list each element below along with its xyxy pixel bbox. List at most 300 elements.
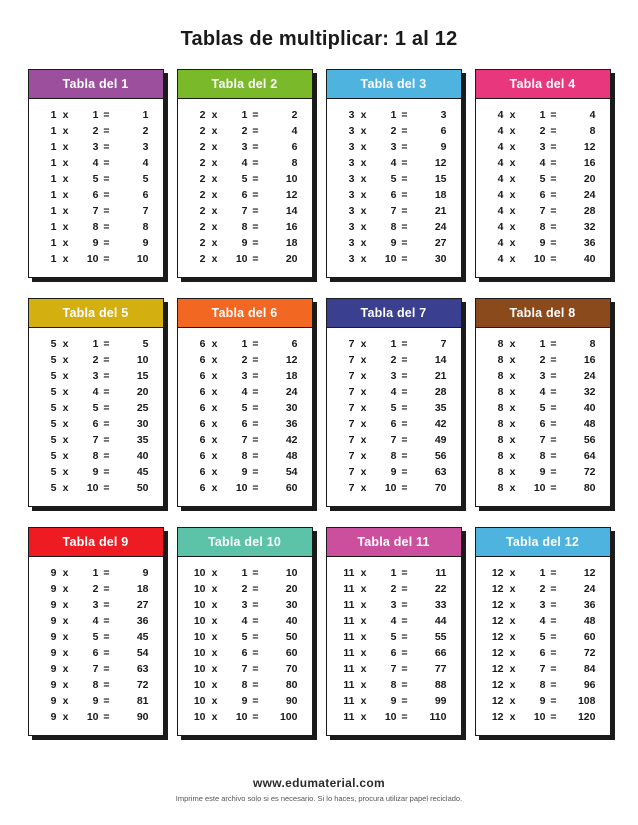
factor-b: 7 — [92, 205, 99, 217]
factor-b: 2 — [92, 583, 99, 595]
factor-a: 6 — [199, 434, 206, 446]
table-row — [184, 235, 306, 251]
equals-symbol: = — [252, 711, 259, 723]
factor-a: 10 — [193, 679, 206, 691]
table-row — [333, 464, 455, 480]
factor-a: 2 — [199, 141, 206, 153]
factor-b: 9 — [92, 237, 99, 249]
operator-symbol: x — [62, 450, 69, 462]
operator-symbol: x — [62, 647, 69, 659]
card-inner — [177, 527, 313, 736]
product-value: 84 — [583, 663, 596, 675]
product-value: 42 — [285, 434, 298, 446]
factor-b: 5 — [92, 173, 99, 185]
equals-symbol: = — [401, 615, 408, 627]
table-header: Tabla del 1 — [29, 70, 163, 99]
factor-b: 8 — [92, 450, 99, 462]
factor-a: 12 — [491, 647, 504, 659]
factor-b: 9 — [539, 466, 546, 478]
product-value: 20 — [285, 583, 298, 595]
product-value: 48 — [583, 418, 596, 430]
equals-symbol: = — [252, 125, 259, 137]
operator-symbol: x — [360, 679, 367, 691]
factor-b: 10 — [533, 711, 546, 723]
product-value: 45 — [136, 466, 149, 478]
operator-symbol: x — [211, 418, 218, 430]
operator-symbol: x — [62, 370, 69, 382]
equals-symbol: = — [103, 567, 110, 579]
product-value: 88 — [434, 679, 447, 691]
factor-a: 2 — [199, 221, 206, 233]
product-value: 3 — [440, 109, 447, 121]
operator-symbol: x — [62, 253, 69, 265]
table-row — [184, 203, 306, 219]
table-row — [184, 336, 306, 352]
operator-symbol: x — [211, 189, 218, 201]
table-row — [482, 432, 604, 448]
factor-b: 3 — [390, 141, 397, 153]
table-row — [35, 661, 157, 677]
product-value: 27 — [434, 237, 447, 249]
table-row — [333, 693, 455, 709]
table-body — [178, 99, 312, 277]
operator-symbol: x — [211, 173, 218, 185]
factor-a: 3 — [348, 205, 355, 217]
factor-a: 11 — [343, 631, 355, 643]
factor-a: 6 — [199, 354, 206, 366]
factor-a: 4 — [497, 157, 504, 169]
equals-symbol: = — [401, 450, 408, 462]
equals-symbol: = — [252, 370, 259, 382]
operator-symbol: x — [360, 157, 367, 169]
factor-a: 8 — [497, 338, 504, 350]
product-value: 12 — [434, 157, 447, 169]
table-body — [178, 557, 312, 735]
product-value: 16 — [583, 157, 596, 169]
product-value: 12 — [583, 567, 596, 579]
table-row — [184, 171, 306, 187]
operator-symbol: x — [62, 157, 69, 169]
factor-b: 7 — [539, 663, 546, 675]
table-row — [184, 384, 306, 400]
factor-a: 6 — [199, 418, 206, 430]
product-value: 27 — [136, 599, 149, 611]
operator-symbol: x — [62, 663, 69, 675]
operator-symbol: x — [62, 711, 69, 723]
operator-symbol: x — [62, 695, 69, 707]
operator-symbol: x — [509, 205, 516, 217]
factor-a: 2 — [199, 189, 206, 201]
factor-a: 9 — [50, 583, 57, 595]
product-value: 11 — [435, 567, 447, 579]
factor-b: 3 — [241, 141, 248, 153]
table-row — [333, 661, 455, 677]
factor-b: 9 — [539, 237, 546, 249]
operator-symbol: x — [360, 711, 367, 723]
factor-a: 11 — [343, 663, 355, 675]
factor-a: 6 — [199, 402, 206, 414]
equals-symbol: = — [401, 189, 408, 201]
operator-symbol: x — [211, 253, 218, 265]
factor-b: 8 — [539, 221, 546, 233]
factor-b: 9 — [92, 466, 99, 478]
table-row — [35, 629, 157, 645]
factor-a: 11 — [343, 615, 355, 627]
factor-a: 3 — [348, 253, 355, 265]
table-row — [184, 565, 306, 581]
table-row — [482, 693, 604, 709]
product-value: 44 — [434, 615, 447, 627]
factor-b: 3 — [539, 141, 546, 153]
factor-b: 2 — [241, 125, 248, 137]
product-value: 21 — [434, 370, 447, 382]
factor-b: 9 — [241, 466, 248, 478]
factor-b: 10 — [384, 482, 397, 494]
equals-symbol: = — [401, 221, 408, 233]
equals-symbol: = — [252, 338, 259, 350]
product-value: 20 — [583, 173, 596, 185]
table-body — [29, 328, 163, 506]
table-row — [482, 565, 604, 581]
factor-a: 5 — [50, 450, 57, 462]
table-row — [35, 480, 157, 496]
factor-b: 1 — [241, 567, 248, 579]
operator-symbol: x — [62, 418, 69, 430]
factor-a: 10 — [193, 695, 206, 707]
factor-b: 9 — [92, 695, 99, 707]
equals-symbol: = — [252, 354, 259, 366]
product-value: 2 — [291, 109, 298, 121]
table-row — [333, 480, 455, 496]
table-card — [28, 527, 164, 736]
table-header: Tabla del 2 — [178, 70, 312, 99]
operator-symbol: x — [509, 221, 516, 233]
factor-a: 11 — [343, 599, 355, 611]
factor-a: 8 — [497, 450, 504, 462]
equals-symbol: = — [401, 679, 408, 691]
factor-a: 3 — [348, 125, 355, 137]
equals-symbol: = — [401, 125, 408, 137]
product-value: 10 — [136, 253, 149, 265]
table-row — [333, 448, 455, 464]
factor-a: 10 — [193, 711, 206, 723]
product-value: 1 — [142, 109, 149, 121]
factor-a: 4 — [497, 125, 504, 137]
equals-symbol: = — [550, 109, 557, 121]
operator-symbol: x — [360, 450, 367, 462]
operator-symbol: x — [62, 205, 69, 217]
factor-a: 8 — [497, 354, 504, 366]
equals-symbol: = — [401, 647, 408, 659]
equals-symbol: = — [550, 583, 557, 595]
operator-symbol: x — [360, 370, 367, 382]
factor-a: 4 — [497, 109, 504, 121]
operator-symbol: x — [62, 615, 69, 627]
equals-symbol: = — [103, 338, 110, 350]
factor-a: 8 — [497, 418, 504, 430]
table-row — [333, 107, 455, 123]
factor-a: 4 — [497, 253, 504, 265]
product-value: 32 — [583, 386, 596, 398]
factor-a: 8 — [497, 402, 504, 414]
factor-b: 5 — [92, 631, 99, 643]
product-value: 72 — [583, 647, 596, 659]
operator-symbol: x — [62, 434, 69, 446]
table-row — [333, 677, 455, 693]
table-card — [475, 527, 611, 736]
table-row — [333, 629, 455, 645]
factor-a: 10 — [193, 567, 206, 579]
table-row — [35, 400, 157, 416]
table-card — [28, 69, 164, 278]
equals-symbol: = — [550, 695, 557, 707]
factor-a: 9 — [50, 663, 57, 675]
equals-symbol: = — [252, 615, 259, 627]
operator-symbol: x — [211, 205, 218, 217]
factor-b: 7 — [539, 434, 546, 446]
table-row — [333, 416, 455, 432]
operator-symbol: x — [62, 567, 69, 579]
product-value: 16 — [285, 221, 298, 233]
factor-b: 3 — [92, 141, 99, 153]
factor-a: 11 — [343, 583, 355, 595]
table-row — [184, 432, 306, 448]
operator-symbol: x — [509, 237, 516, 249]
equals-symbol: = — [401, 157, 408, 169]
product-value: 30 — [285, 599, 298, 611]
operator-symbol: x — [211, 221, 218, 233]
product-value: 80 — [583, 482, 596, 494]
table-card — [326, 527, 462, 736]
multiplication-tables-grid — [26, 69, 612, 736]
factor-a: 1 — [50, 253, 57, 265]
equals-symbol: = — [103, 354, 110, 366]
factor-b: 3 — [390, 599, 397, 611]
table-row — [35, 336, 157, 352]
equals-symbol: = — [401, 418, 408, 430]
factor-b: 10 — [86, 711, 99, 723]
table-body — [327, 328, 461, 506]
table-row — [35, 565, 157, 581]
operator-symbol: x — [62, 466, 69, 478]
factor-a: 2 — [199, 157, 206, 169]
equals-symbol: = — [550, 679, 557, 691]
factor-a: 7 — [348, 354, 355, 366]
product-value: 77 — [434, 663, 447, 675]
table-row — [333, 368, 455, 384]
product-value: 35 — [136, 434, 149, 446]
product-value: 22 — [434, 583, 447, 595]
equals-symbol: = — [103, 711, 110, 723]
table-header: Tabla del 7 — [327, 299, 461, 328]
factor-a: 11 — [343, 711, 355, 723]
operator-symbol: x — [509, 189, 516, 201]
equals-symbol: = — [550, 647, 557, 659]
card-inner — [326, 69, 462, 278]
factor-b: 1 — [390, 567, 397, 579]
factor-a: 12 — [491, 631, 504, 643]
product-value: 18 — [285, 370, 298, 382]
factor-a: 12 — [491, 679, 504, 691]
product-value: 63 — [136, 663, 149, 675]
factor-a: 10 — [193, 599, 206, 611]
factor-b: 1 — [92, 338, 99, 350]
factor-a: 9 — [50, 567, 57, 579]
operator-symbol: x — [509, 370, 516, 382]
equals-symbol: = — [103, 205, 110, 217]
product-value: 8 — [291, 157, 298, 169]
factor-b: 4 — [241, 386, 248, 398]
factor-a: 7 — [348, 450, 355, 462]
operator-symbol: x — [62, 189, 69, 201]
equals-symbol: = — [550, 338, 557, 350]
operator-symbol: x — [62, 402, 69, 414]
equals-symbol: = — [103, 450, 110, 462]
table-row — [184, 139, 306, 155]
factor-a: 5 — [50, 386, 57, 398]
factor-b: 4 — [539, 615, 546, 627]
factor-a: 4 — [497, 205, 504, 217]
table-row — [333, 251, 455, 267]
operator-symbol: x — [62, 354, 69, 366]
table-row — [184, 581, 306, 597]
factor-a: 12 — [491, 711, 504, 723]
factor-a: 4 — [497, 237, 504, 249]
table-header: Tabla del 10 — [178, 528, 312, 557]
factor-a: 3 — [348, 157, 355, 169]
product-value: 63 — [434, 466, 447, 478]
product-value: 28 — [583, 205, 596, 217]
factor-a: 3 — [348, 189, 355, 201]
equals-symbol: = — [103, 599, 110, 611]
operator-symbol: x — [62, 386, 69, 398]
factor-b: 9 — [390, 466, 397, 478]
operator-symbol: x — [509, 567, 516, 579]
table-row — [35, 203, 157, 219]
factor-a: 2 — [199, 125, 206, 137]
factor-b: 9 — [241, 695, 248, 707]
factor-b: 7 — [92, 663, 99, 675]
equals-symbol: = — [401, 386, 408, 398]
factor-a: 5 — [50, 402, 57, 414]
equals-symbol: = — [550, 631, 557, 643]
product-value: 8 — [589, 338, 596, 350]
factor-b: 2 — [92, 354, 99, 366]
product-value: 12 — [285, 189, 298, 201]
equals-symbol: = — [550, 141, 557, 153]
equals-symbol: = — [252, 434, 259, 446]
factor-b: 8 — [539, 679, 546, 691]
product-value: 72 — [583, 466, 596, 478]
product-value: 36 — [285, 418, 298, 430]
product-value: 14 — [285, 205, 298, 217]
table-row — [333, 336, 455, 352]
operator-symbol: x — [509, 434, 516, 446]
factor-a: 6 — [199, 386, 206, 398]
equals-symbol: = — [401, 237, 408, 249]
factor-b: 2 — [539, 354, 546, 366]
operator-symbol: x — [360, 434, 367, 446]
table-row — [333, 203, 455, 219]
product-value: 10 — [136, 354, 149, 366]
product-value: 48 — [285, 450, 298, 462]
factor-b: 9 — [539, 695, 546, 707]
table-row — [482, 480, 604, 496]
table-row — [35, 123, 157, 139]
equals-symbol: = — [401, 583, 408, 595]
table-row — [184, 107, 306, 123]
table-row — [333, 187, 455, 203]
operator-symbol: x — [360, 189, 367, 201]
factor-b: 10 — [533, 253, 546, 265]
product-value: 12 — [583, 141, 596, 153]
table-row — [184, 251, 306, 267]
table-row — [184, 677, 306, 693]
factor-b: 6 — [241, 189, 248, 201]
equals-symbol: = — [550, 125, 557, 137]
factor-b: 5 — [539, 631, 546, 643]
table-row — [482, 235, 604, 251]
table-row — [184, 464, 306, 480]
factor-b: 7 — [241, 434, 248, 446]
operator-symbol: x — [211, 157, 218, 169]
equals-symbol: = — [401, 434, 408, 446]
card-inner — [177, 298, 313, 507]
factor-b: 10 — [86, 253, 99, 265]
product-value: 2 — [142, 125, 149, 137]
table-row — [184, 400, 306, 416]
operator-symbol: x — [211, 125, 218, 137]
product-value: 7 — [142, 205, 149, 217]
operator-symbol: x — [360, 173, 367, 185]
product-value: 64 — [583, 450, 596, 462]
factor-b: 4 — [539, 386, 546, 398]
table-card — [326, 298, 462, 507]
factor-a: 1 — [50, 157, 57, 169]
product-value: 35 — [434, 402, 447, 414]
table-header: Tabla del 6 — [178, 299, 312, 328]
operator-symbol: x — [62, 599, 69, 611]
factor-b: 5 — [539, 173, 546, 185]
product-value: 6 — [440, 125, 447, 137]
product-value: 120 — [577, 711, 596, 723]
factor-a: 9 — [50, 679, 57, 691]
equals-symbol: = — [252, 695, 259, 707]
factor-a: 2 — [199, 205, 206, 217]
table-body — [476, 99, 610, 277]
factor-a: 1 — [50, 189, 57, 201]
equals-symbol: = — [103, 109, 110, 121]
factor-b: 4 — [241, 157, 248, 169]
equals-symbol: = — [550, 615, 557, 627]
factor-a: 3 — [348, 109, 355, 121]
operator-symbol: x — [211, 109, 218, 121]
table-row — [184, 123, 306, 139]
operator-symbol: x — [509, 354, 516, 366]
product-value: 3 — [142, 141, 149, 153]
table-body — [476, 328, 610, 506]
factor-b: 7 — [390, 663, 397, 675]
factor-a: 6 — [199, 450, 206, 462]
factor-b: 8 — [390, 679, 397, 691]
table-row — [333, 155, 455, 171]
equals-symbol: = — [252, 189, 259, 201]
product-value: 72 — [136, 679, 149, 691]
equals-symbol: = — [103, 466, 110, 478]
equals-symbol: = — [103, 370, 110, 382]
table-row — [482, 629, 604, 645]
equals-symbol: = — [103, 237, 110, 249]
